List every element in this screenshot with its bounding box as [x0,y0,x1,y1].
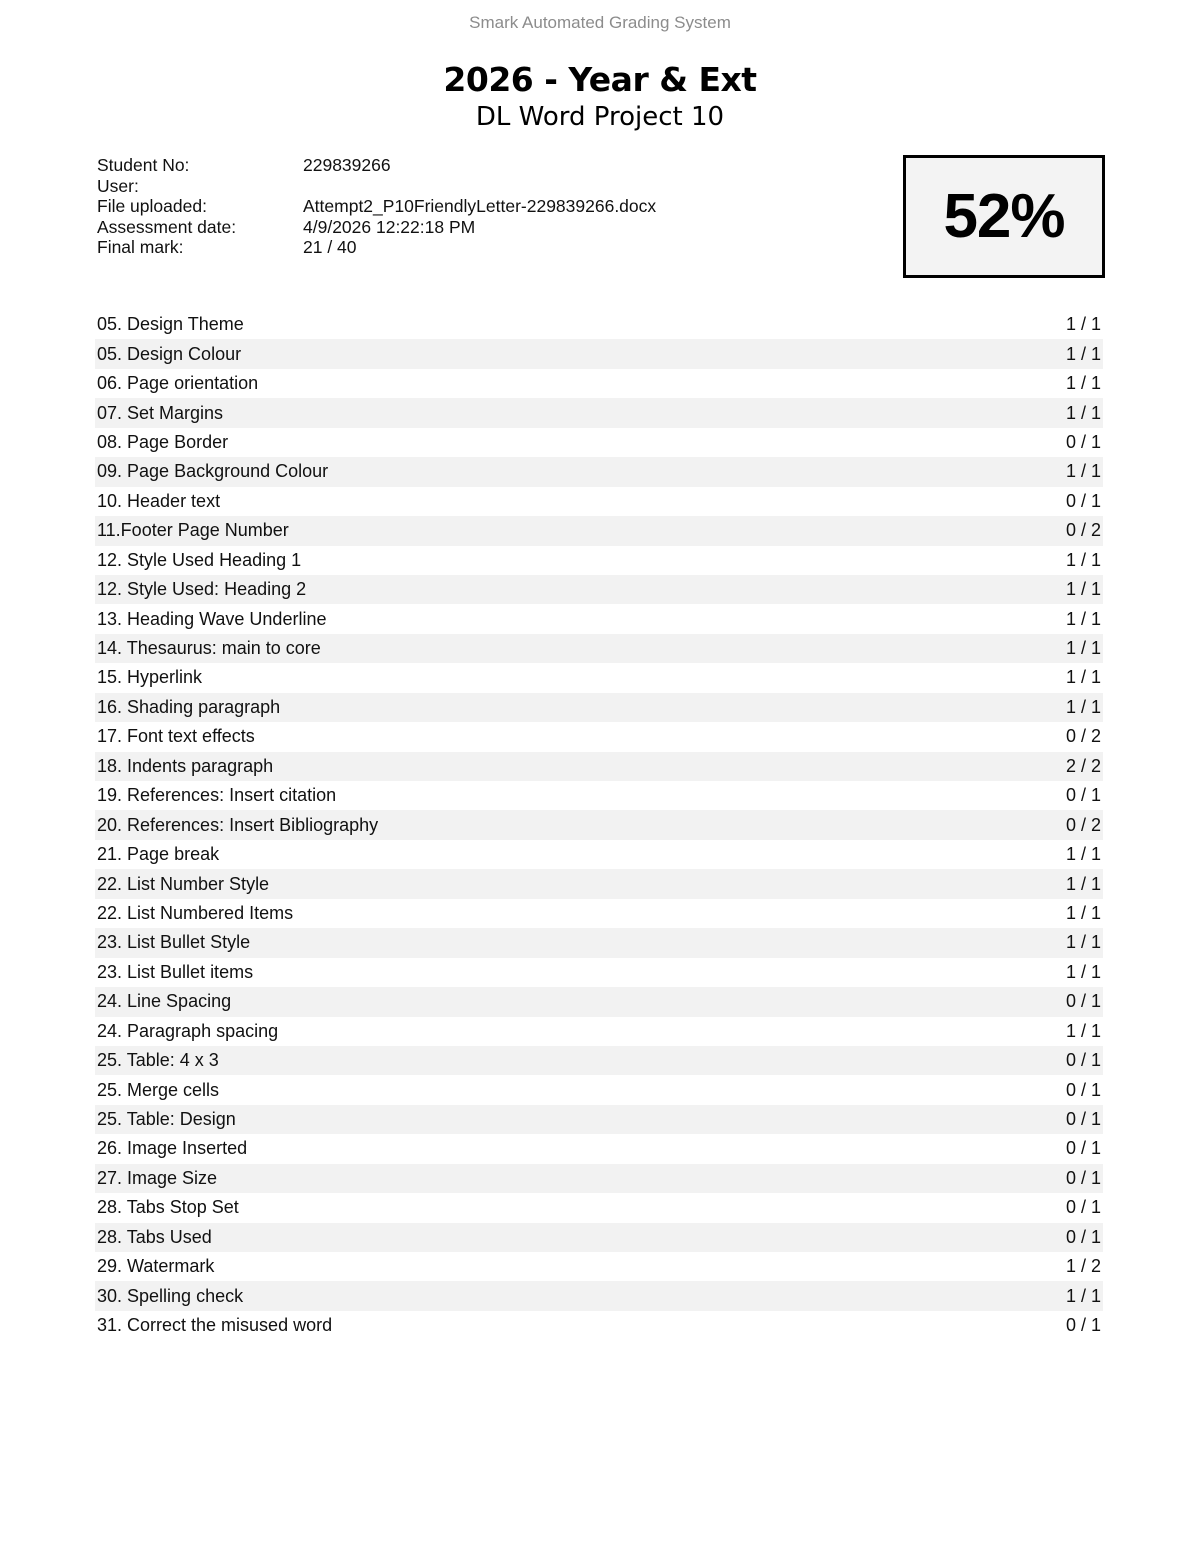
criteria-row [95,1105,1103,1134]
criteria-name: 21. Page break [97,844,220,865]
criteria-score: 1 / 1 [1065,373,1101,394]
score-box [903,155,1105,278]
info-value: Attempt2_P10FriendlyLetter-229839266.docx [303,196,657,216]
criteria-score: 1 / 1 [1065,314,1101,335]
criteria-score: 1 / 1 [1065,549,1101,570]
criteria-score: 0 / 1 [1065,1050,1101,1071]
criteria-name: 29. Watermark [97,1256,215,1277]
criteria-score: 0 / 1 [1065,1167,1101,1188]
criteria-name: 13. Heading Wave Underline [97,608,327,629]
criteria-score: 1 / 1 [1065,696,1101,717]
criteria-name: 12. Style Used Heading 1 [97,549,302,570]
criteria-score: 1 / 1 [1065,343,1101,364]
criteria-row [95,1134,1103,1163]
criteria-name: 24. Line Spacing [97,991,232,1012]
criteria-name: 16. Shading paragraph [97,696,281,717]
criteria-name: 09. Page Background Colour [97,461,329,482]
criteria-row [95,663,1103,692]
criteria-name: 14. Thesaurus: main to core [97,638,321,659]
criteria-row [95,693,1103,722]
criteria-row [95,516,1103,545]
criteria-row [95,1075,1103,1104]
criteria-row [95,987,1103,1016]
criteria-row [95,722,1103,751]
criteria-row [95,928,1103,957]
info-label: User: [97,175,139,196]
criteria-score: 1 / 1 [1065,1020,1101,1041]
criteria-row [95,634,1103,663]
criteria-name: 24. Paragraph spacing [97,1020,279,1041]
criteria-name: 28. Tabs Used [97,1226,212,1247]
criteria-row [95,810,1103,839]
info-label: Assessment date: [97,216,237,237]
criteria-name: 28. Tabs Stop Set [97,1197,239,1218]
criteria-score: 1 / 1 [1065,638,1101,659]
criteria-name: 07. Set Margins [97,402,224,423]
criteria-score: 0 / 1 [1065,991,1101,1012]
criteria-score: 1 / 1 [1065,873,1101,894]
criteria-name: 26. Image Inserted [97,1138,248,1159]
criteria-row [95,428,1103,457]
course-title: 2026 - Year & Ext [443,60,757,99]
info-value: 21 / 40 [303,237,357,257]
criteria-row [95,1311,1103,1340]
criteria-name: 10. Header text [97,490,221,511]
criteria-name: 31. Correct the misused word [97,1315,333,1336]
criteria-row [95,457,1103,486]
criteria-name: 23. List Bullet items [97,961,254,982]
criteria-row [95,958,1103,987]
criteria-score: 0 / 1 [1065,1079,1101,1100]
criteria-name: 27. Image Size [97,1167,218,1188]
criteria-score: 0 / 2 [1065,520,1101,541]
criteria-score: 0 / 1 [1065,1226,1101,1247]
criteria-name: 23. List Bullet Style [97,932,251,953]
criteria-name: 18. Indents paragraph [97,755,274,776]
criteria-row [95,1193,1103,1222]
info-label: File uploaded: [97,196,207,216]
info-row-final-mark [97,237,656,258]
criteria-list [95,310,1103,1340]
criteria-row [95,869,1103,898]
criteria-score: 0 / 1 [1065,1138,1101,1159]
criteria-score: 1 / 1 [1065,844,1101,865]
criteria-score: 2 / 2 [1065,755,1101,776]
criteria-name: 25. Table: 4 x 3 [97,1050,219,1071]
criteria-row [95,1164,1103,1193]
criteria-name: 12. Style Used: Heading 2 [97,579,307,600]
criteria-name: 05. Design Colour [97,343,242,364]
info-label: Student No: [97,155,190,175]
criteria-score: 1 / 1 [1065,961,1101,982]
criteria-name: 22. List Numbered Items [97,902,294,923]
score-percent: 52% [943,182,1065,251]
project-title: DL Word Project 10 [475,102,725,132]
criteria-name: 22. List Number Style [97,873,270,894]
criteria-row [95,1223,1103,1252]
criteria-name: 05. Design Theme [97,314,244,335]
criteria-row [95,487,1103,516]
criteria-score: 1 / 1 [1065,608,1101,629]
criteria-row [95,310,1103,339]
criteria-score: 0 / 1 [1065,490,1101,511]
criteria-score: 0 / 1 [1065,431,1101,452]
criteria-row [95,840,1103,869]
criteria-row [95,1252,1103,1281]
criteria-row [95,899,1103,928]
info-value: 4/9/2026 12:22:18 PM [303,216,476,237]
criteria-row [95,781,1103,810]
criteria-row [95,398,1103,427]
criteria-score: 1 / 1 [1065,402,1101,423]
criteria-row [95,575,1103,604]
criteria-row [95,752,1103,781]
criteria-score: 1 / 1 [1065,667,1101,688]
criteria-name: 06. Page orientation [97,373,259,394]
criteria-score: 1 / 1 [1065,902,1101,923]
criteria-row [95,546,1103,575]
criteria-name: 30. Spelling check [97,1285,244,1306]
criteria-score: 0 / 1 [1065,1315,1101,1336]
criteria-name: 25. Merge cells [97,1079,220,1100]
criteria-score: 0 / 1 [1065,785,1101,806]
info-label: Final mark: [97,237,184,257]
criteria-name: 17. Font text effects [97,726,255,747]
student-info [97,155,656,258]
criteria-score: 1 / 1 [1065,932,1101,953]
criteria-row [95,1017,1103,1046]
criteria-name: 11.Footer Page Number [97,520,289,541]
criteria-score: 1 / 1 [1065,579,1101,600]
criteria-score: 0 / 1 [1065,1197,1101,1218]
criteria-score: 1 / 1 [1065,461,1101,482]
criteria-score: 0 / 2 [1065,726,1101,747]
info-row-user [97,176,656,197]
criteria-row [95,339,1103,368]
info-row-assessment-date [97,217,656,238]
criteria-row [95,604,1103,633]
info-row-student-no [97,155,656,176]
system-header: Smark Automated Grading System [469,13,731,32]
criteria-score: 1 / 1 [1065,1285,1101,1306]
criteria-name: 08. Page Border [97,431,229,452]
info-value: 229839266 [303,155,391,175]
criteria-name: 20. References: Insert Bibliography [97,814,379,835]
criteria-row [95,1281,1103,1310]
criteria-row [95,1046,1103,1075]
criteria-score: 0 / 2 [1065,814,1101,835]
criteria-row [95,369,1103,398]
criteria-score: 1 / 2 [1065,1256,1101,1277]
criteria-name: 15. Hyperlink [97,667,203,688]
criteria-name: 19. References: Insert citation [97,785,337,806]
criteria-name: 25. Table: Design [97,1109,236,1130]
criteria-score: 0 / 1 [1065,1109,1101,1130]
info-row-file-uploaded [97,196,656,217]
